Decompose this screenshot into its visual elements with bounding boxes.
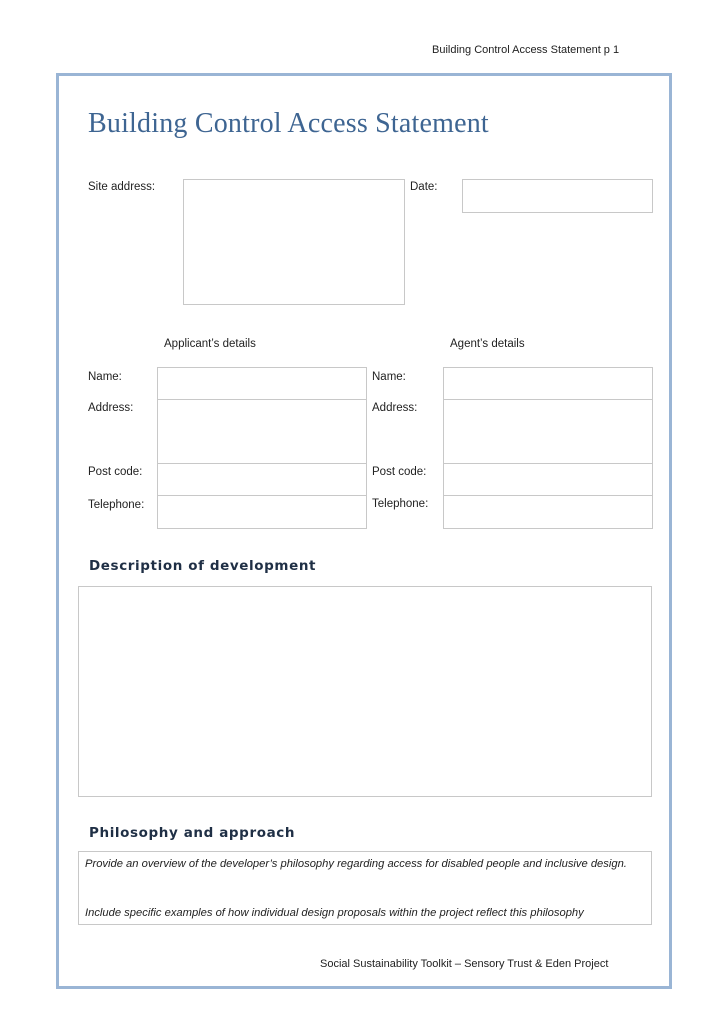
applicant-name-input[interactable] [158,368,366,399]
philosophy-instruction-1: Provide an overview of the developer’s philosophy regarding access for disabled people and inclusive design. [85,858,627,870]
footer-credit: Social Sustainability Toolkit – Sensory Trust & Eden Project [320,958,609,970]
agent-telephone-label: Telephone: [372,498,429,510]
agent-telephone-field[interactable] [443,495,653,529]
page-header-label: Building Control Access Statement p 1 [432,44,620,56]
applicant-telephone-field[interactable] [157,495,367,529]
philosophy-field[interactable] [78,851,652,925]
agent-name-input[interactable] [444,368,652,399]
philosophy-instruction-2: Include specific examples of how individual design proposals within the project reflect this philosophy [85,907,584,919]
site-address-field[interactable] [183,179,405,305]
agent-name-label: Name: [372,371,406,383]
agent-address-label: Address: [372,402,418,414]
applicant-details-heading: Applicant’s details [164,338,256,350]
agent-postcode-field[interactable] [443,463,653,496]
applicant-postcode-field[interactable] [157,463,367,496]
date-field[interactable] [462,179,653,213]
agent-address-input[interactable] [444,400,652,463]
agent-telephone-input[interactable] [444,496,652,528]
applicant-postcode-label: Post code: [88,466,143,478]
philosophy-heading: Philosophy and approach [89,825,296,841]
applicant-telephone-label: Telephone: [88,499,145,511]
agent-postcode-label: Post code: [372,466,427,478]
site-address-input[interactable] [184,180,404,304]
date-input[interactable] [463,180,652,212]
page-title: Building Control Access Statement [88,108,489,139]
description-field[interactable] [78,586,652,797]
applicant-address-field[interactable] [157,399,367,464]
applicant-postcode-input[interactable] [158,464,366,495]
site-address-label: Site address: [88,181,156,193]
description-heading: Description of development [89,558,317,574]
agent-name-field[interactable] [443,367,653,400]
applicant-address-input[interactable] [158,400,366,463]
date-label: Date: [410,181,438,193]
agent-postcode-input[interactable] [444,464,652,495]
applicant-name-field[interactable] [157,367,367,400]
applicant-name-label: Name: [88,371,122,383]
applicant-telephone-input[interactable] [158,496,366,528]
applicant-address-label: Address: [88,402,134,414]
description-input[interactable] [79,587,651,796]
agent-address-field[interactable] [443,399,653,464]
agent-details-heading: Agent’s details [450,338,525,350]
